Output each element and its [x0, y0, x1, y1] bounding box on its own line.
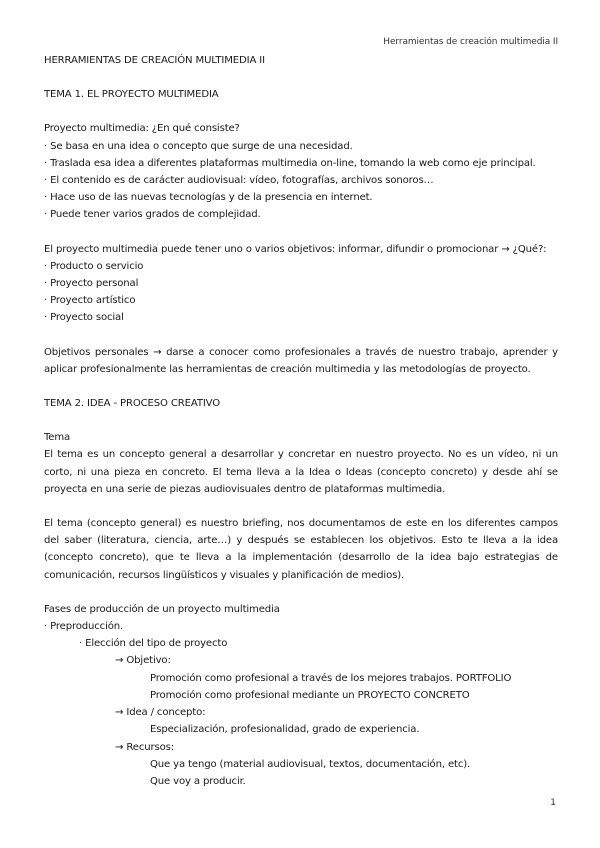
- recursos-detail: Que ya tengo (material audiovisual, textos, documentación, etc).: [150, 758, 471, 770]
- document-body: [44, 52, 558, 790]
- list-item: · Proyecto personal: [44, 278, 139, 290]
- section-heading-tema2: TEMA 2. IDEA - PROCESO CREATIVO: [44, 398, 221, 410]
- objetivo-detail: Promoción como profesional a través de los mejores trabajos. PORTFOLIO: [150, 672, 512, 684]
- document-title: HERRAMIENTAS DE CREACIÓN MULTIMEDIA II: [44, 55, 265, 66]
- list-item: · Proyecto artístico: [44, 295, 136, 307]
- personal-objectives-paragraph: Objetivos personales → darse a conocer como profesionales a través de nuestro trabajo, aprender y aplicar profesionalmente las herramientas de creación multimedia y las metodologías de proyecto.: [44, 346, 558, 375]
- list-item: · Producto o servicio: [44, 260, 144, 272]
- recursos-detail: Que voy a producir.: [150, 775, 246, 787]
- list-item: · Traslada esa idea a diferentes plataformas multimedia on-line, tomando la web como eje principal.: [44, 157, 536, 169]
- objetivo-detail: Promoción como profesional mediante un PROYECTO CONCRETO: [150, 689, 470, 701]
- arrow-item-objetivo: → Objetivo:: [115, 655, 171, 667]
- list-item: · Hace uso de las nuevas tecnologías y de la presencia en internet.: [44, 192, 373, 204]
- tema-paragraph-1: El tema es un concepto general a desarrollar y concretar en nuestro proyecto. No es un vídeo, ni un corto, ni una pieza en concreto. El tema lleva a la Idea o Ideas (concepto concreto) y desde ahí se proyecta en una serie de piezas audiovisuales dentro de plataformas multimedia.: [44, 449, 558, 495]
- running-header: Herramientas de creación multimedia II: [383, 37, 558, 47]
- list-item-preproduccion: · Preproducción.: [44, 621, 124, 633]
- list-item: · El contenido es de carácter audiovisual: vídeo, fotografías, archivos sonoros…: [44, 175, 434, 187]
- list-item-eleccion: · Elección del tipo de proyecto: [79, 638, 228, 650]
- page-number: 1: [550, 798, 556, 808]
- objectives-intro: El proyecto multimedia puede tener uno o varios objetivos: informar, difundir o promocionar → ¿Qué?:: [44, 243, 547, 255]
- question-heading: Proyecto multimedia: ¿En qué consiste?: [44, 123, 240, 135]
- arrow-item-idea: → Idea / concepto:: [115, 707, 206, 719]
- list-item: · Proyecto social: [44, 312, 124, 324]
- section-heading-tema1: TEMA 1. EL PROYECTO MULTIMEDIA: [44, 89, 219, 101]
- tema-paragraph-2: El tema (concepto general) es nuestro briefing, nos documentamos de este en los diferentes campos del saber (literatura, ciencia, arte…) y después se establecen los objetivos. Esto te lleva a la idea (concepto concreto), que te lleva a la implementación (desarrollo de la idea bajo estrategias de comunicación, recursos lingüísticos y visuales y planificación de medios).: [44, 518, 558, 581]
- list-item: · Puede tener varios grados de complejidad.: [44, 209, 261, 221]
- production-phases-heading: Fases de producción de un proyecto multimedia: [44, 603, 280, 615]
- arrow-item-recursos: → Recursos:: [115, 741, 174, 753]
- idea-detail: Especialización, profesionalidad, grado de experiencia.: [150, 724, 420, 736]
- list-item: · Se basa en una idea o concepto que surge de una necesidad.: [44, 140, 353, 152]
- subheading-tema: Tema: [44, 432, 71, 444]
